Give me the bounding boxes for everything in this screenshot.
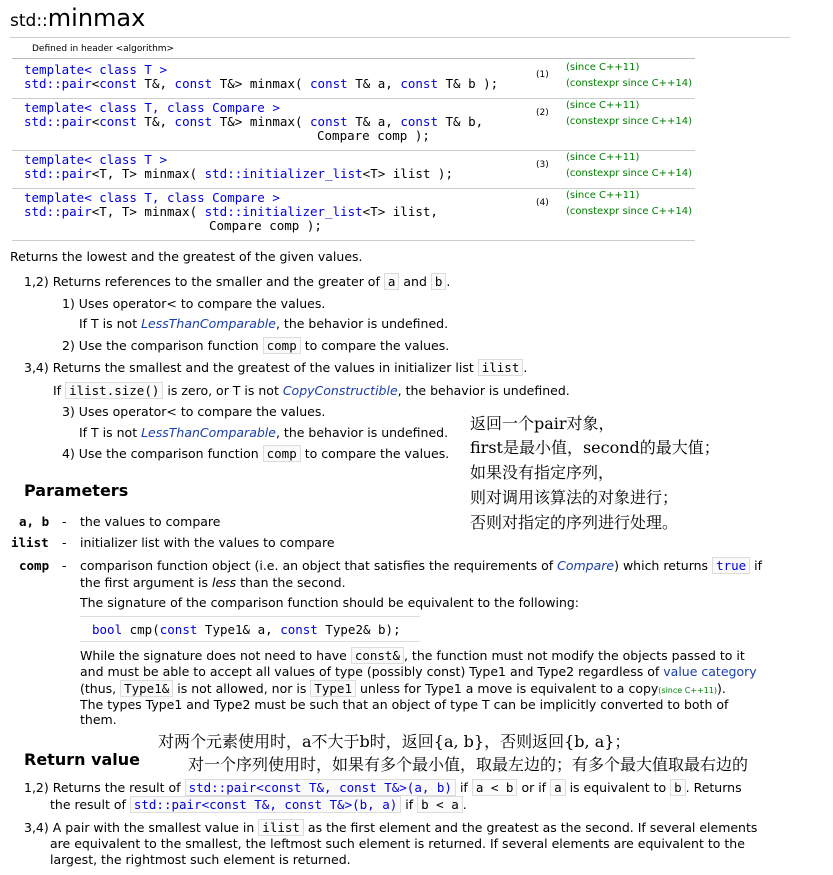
while-line-3: (thus, Type1& is not allowed, nor is Type1 unless for Type1 a move is equivalent to a copy(since C++11)). [80, 681, 726, 696]
since-badge: (since C++11) [566, 190, 640, 201]
constexpr-badge: (constexpr since C++14) [566, 206, 693, 217]
annotation-1-line: 如果没有指定序列， [470, 463, 615, 482]
param-ilist-name: ilist [11, 535, 49, 550]
declaration-continuation-line: Compare comp ); [209, 218, 322, 233]
param-comp-desc-2: the first argument is less than the second. [80, 575, 346, 590]
since-badge: (since C++11) [566, 62, 640, 73]
annotation-1-line: 否则对指定的序列进行处理。 [470, 513, 679, 532]
title-prefix: std:: [10, 11, 48, 31]
annotation-1-line: 则对调用该算法的对象进行； [470, 488, 679, 507]
declaration-template-line: template< class T, class Compare > [24, 190, 280, 205]
desc-size: If ilist.size() is zero, or T is not CopyConstructible, the behavior is undefined. [53, 383, 570, 398]
signature-box [80, 616, 420, 642]
declaration-row [12, 190, 695, 241]
types-line-2: them. [80, 712, 117, 727]
annotation-2-line-1: 对两个元素使用时，a不大于b时，返回{a, b}，否则返回{b, a}； [158, 732, 631, 751]
constexpr-badge: (constexpr since C++14) [566, 168, 693, 179]
desc-s3: 3) Uses operator< to compare the values. [62, 404, 326, 419]
declaration-template-line: template< class T > [24, 152, 167, 167]
while-line-2: and must be able to accept all values of type (possibly const) Type1 and Type2 regardless of value category [80, 664, 757, 679]
param-comp-name: comp [19, 558, 50, 573]
annotation-1-line: first是最小值，second的最大值； [470, 438, 720, 457]
desc-p12: 1,2) Returns references to the smaller and the greater of a and b . [24, 274, 451, 289]
declaration-row [12, 62, 695, 99]
signature-code: bool cmp(const Type1& a, const Type2& b); [92, 622, 401, 637]
declaration-number: (2) [536, 108, 549, 118]
declaration-signature-line: std::pair<const T&, const T&> minmax( const T& a, const T& b ); [24, 76, 499, 91]
types-line-1: The types Type1 and Type2 must be such that an object of type T can be implicitly converted to both of [80, 697, 729, 712]
copyconstructible-link[interactable]: CopyConstructible [282, 383, 398, 398]
desc-s1b: If T is not LessThanComparable, the behavior is undefined. [79, 316, 449, 331]
parameters-heading: Parameters [24, 481, 129, 500]
page-title [10, 4, 145, 32]
desc-s2: 2) Use the comparison function comp to compare the values. [62, 338, 450, 353]
return-34-line-3: largest, the rightmost such element is returned. [50, 852, 351, 867]
since-badge: (since C++11) [566, 100, 640, 111]
param-ab-name: a, b [19, 514, 50, 529]
desc-p34: 3,4) Returns the smallest and the greatest of the values in initializer list ilist . [24, 360, 528, 375]
declaration-signature-line: std::pair<T, T> minmax( std::initializer_list<T> ilist ); [24, 166, 453, 181]
declaration-number: (1) [536, 70, 549, 80]
desc-s1: 1) Uses operator< to compare the values. [62, 296, 326, 311]
return-12-line-1: 1,2) Returns the result of std::pair<const T&, const T&>(a, b) if a < b or if a is equivalent to b . Returns [24, 780, 742, 795]
signature-intro: The signature of the comparison function should be equivalent to the following: [80, 595, 580, 610]
compare-link[interactable]: Compare [557, 558, 615, 573]
annotation-2-line-2: 对一个序列使用时，如果有多个最小值，取最左边的；有多个最大值取最右边的 [188, 755, 749, 774]
declaration-number: (3) [536, 160, 549, 170]
declaration-template-line: template< class T, class Compare > [24, 100, 280, 115]
value-category-link[interactable]: value category [663, 664, 757, 679]
header-note: Defined in header <algorithm> [32, 44, 175, 54]
annotation-1-line: 返回一个pair对象， [470, 414, 615, 433]
declaration-row [12, 152, 695, 189]
desc-s3b: If T is not LessThanComparable, the behavior is undefined. [79, 425, 449, 440]
since-badge: (since C++11) [566, 152, 640, 163]
title-name: minmax [47, 4, 146, 32]
return-12-line-2: the result of std::pair<const T&, const T&>(b, a) if b < a . [50, 797, 467, 812]
param-ab-desc: the values to compare [80, 514, 221, 529]
param-ilist-desc: initializer list with the values to compare [80, 535, 335, 550]
declaration-row [12, 100, 695, 151]
declaration-template-line: template< class T > [24, 62, 167, 77]
constexpr-badge: (constexpr since C++14) [566, 116, 693, 127]
declaration-signature-line: std::pair<const T&, const T&> minmax( const T& a, const T& b, [24, 114, 484, 129]
intro-text: Returns the lowest and the greatest of the given values. [10, 249, 363, 264]
while-line-1: While the signature does not need to have const& , the function must not modify the objects passed to it [80, 648, 745, 663]
constexpr-badge: (constexpr since C++14) [566, 78, 693, 89]
param-comp-desc-1: comparison function object (i.e. an object that satisfies the requirements of Compare) which returns true if [80, 558, 763, 573]
return-heading: Return value [24, 750, 141, 769]
declaration-signature-line: std::pair<T, T> minmax( std::initializer_list<T> ilist, [24, 204, 438, 219]
return-34-line-2: are equivalent to the smallest, the leftmost such element is returned. If several elements are equivalent to the [50, 836, 745, 851]
declaration-number: (4) [536, 198, 549, 208]
lessthancomparable-link[interactable]: LessThanComparable [141, 316, 276, 331]
return-34-line-1: 3,4) A pair with the smallest value in ilist as the first element and the greatest as the second. If several elements [24, 820, 758, 835]
declaration-continuation-line: Compare comp ); [317, 128, 430, 143]
lessthancomparable-link-2[interactable]: LessThanComparable [141, 425, 276, 440]
desc-s4: 4) Use the comparison function comp to compare the values. [62, 446, 450, 461]
